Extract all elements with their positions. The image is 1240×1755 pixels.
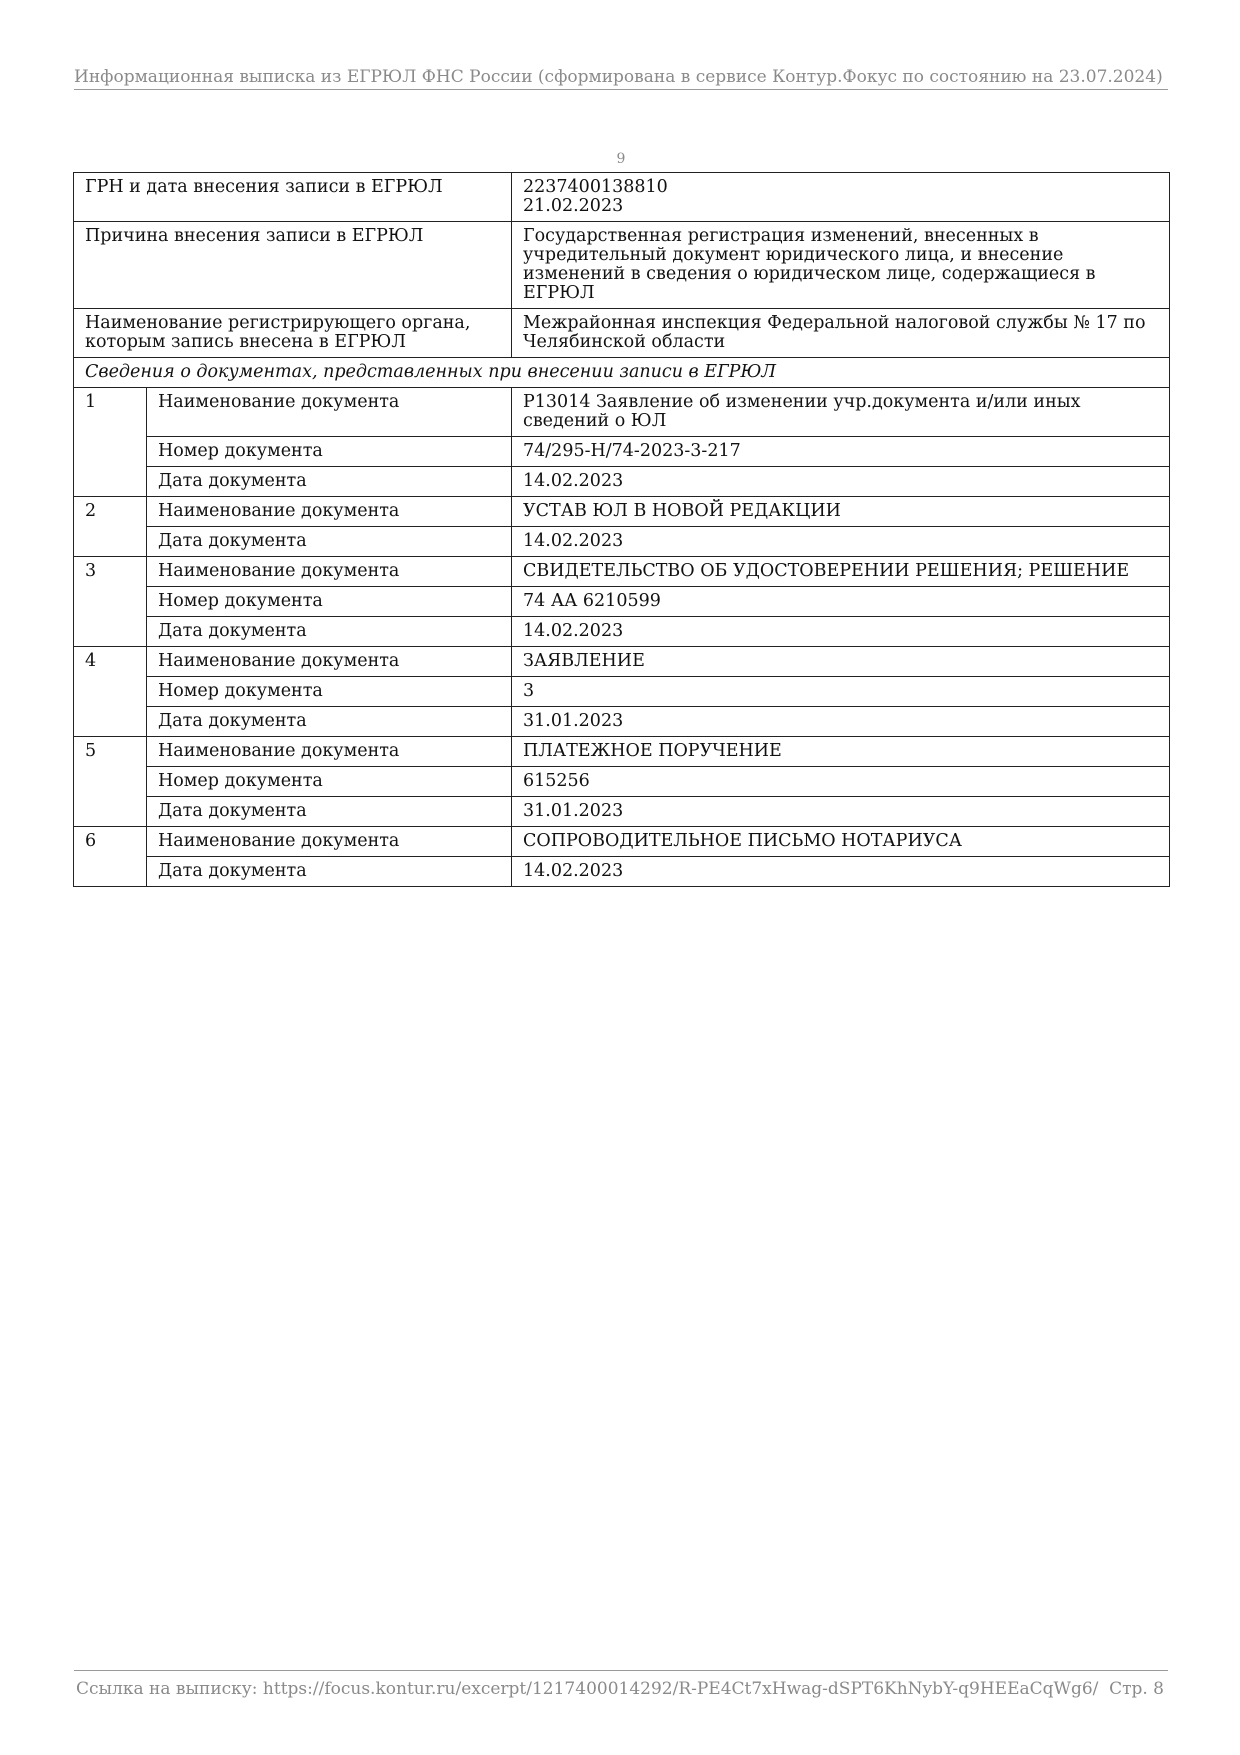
document-field-value: ЗАЯВЛЕНИЕ — [512, 647, 1170, 677]
excerpt-link[interactable]: Ссылка на выписку: https://focus.kontur.ru/excerpt/1217400014292/R-PE4Ct7xHwag-dSPT6KhNybY-q9HEEaCqWg6/ — [76, 1679, 1099, 1699]
document-field-label: Номер документа — [147, 587, 512, 617]
document-field-label: Номер документа — [147, 437, 512, 467]
grn-value: 2237400138810 — [523, 177, 668, 197]
grn-date: 21.02.2023 — [523, 196, 624, 216]
document-field-value: 14.02.2023 — [512, 527, 1170, 557]
page-header — [74, 66, 1168, 90]
document-number: 4 — [74, 647, 147, 737]
grn-row — [74, 173, 1170, 222]
document-row — [74, 587, 1170, 617]
document-field-value: ПЛАТЕЖНОЕ ПОРУЧЕНИЕ — [512, 737, 1170, 767]
reason-row — [74, 222, 1170, 309]
document-number: 5 — [74, 737, 147, 827]
document-row — [74, 857, 1170, 887]
document-number: 3 — [74, 557, 147, 647]
document-field-label: Наименование документа — [147, 737, 512, 767]
document-row — [74, 797, 1170, 827]
document-field-value: 74 АА 6210599 — [512, 587, 1170, 617]
document-field-label: Дата документа — [147, 857, 512, 887]
document-row — [74, 737, 1170, 767]
document-row — [74, 677, 1170, 707]
document-row — [74, 647, 1170, 677]
document-row — [74, 827, 1170, 857]
authority-label: Наименование регистрирующего органа, которым запись внесена в ЕГРЮЛ — [74, 309, 512, 358]
page-number: Стр. 8 — [1109, 1679, 1164, 1699]
document-field-label: Номер документа — [147, 767, 512, 797]
header-title: Информационная выписка из ЕГРЮЛ ФНС России (сформирована в сервисе Контур.Фокус по состоянию на 23.07.2024) — [74, 67, 1163, 87]
authority-value: Межрайонная инспекция Федеральной налоговой службы № 17 по Челябинской области — [512, 309, 1170, 358]
document-row — [74, 467, 1170, 497]
document-number: 1 — [74, 388, 147, 497]
document-field-value: Р13014 Заявление об изменении учр.документа и/или иных сведений о ЮЛ — [512, 388, 1170, 437]
docs-section-title: Сведения о документах, представленных при внесении записи в ЕГРЮЛ — [74, 358, 1170, 388]
document-row — [74, 437, 1170, 467]
document-field-label: Дата документа — [147, 527, 512, 557]
document-row — [74, 557, 1170, 587]
document-field-value: 615256 — [512, 767, 1170, 797]
document-row — [74, 617, 1170, 647]
document-row — [74, 767, 1170, 797]
document-field-label: Дата документа — [147, 617, 512, 647]
document-field-value: 14.02.2023 — [512, 857, 1170, 887]
document-field-label: Дата документа — [147, 797, 512, 827]
document-field-label: Наименование документа — [147, 557, 512, 587]
document-number: 2 — [74, 497, 147, 557]
document-row — [74, 707, 1170, 737]
document-field-label: Наименование документа — [147, 388, 512, 437]
grn-label: ГРН и дата внесения записи в ЕГРЮЛ — [74, 173, 512, 222]
document-field-value: 3 — [512, 677, 1170, 707]
document-row — [74, 497, 1170, 527]
document-field-value: СВИДЕТЕЛЬСТВО ОБ УДОСТОВЕРЕНИИ РЕШЕНИЯ; РЕШЕНИЕ — [512, 557, 1170, 587]
authority-row — [74, 309, 1170, 358]
document-field-label: Наименование документа — [147, 827, 512, 857]
document-number: 6 — [74, 827, 147, 887]
record-number: 9 — [616, 151, 626, 167]
document-field-value: 14.02.2023 — [512, 617, 1170, 647]
reason-label: Причина внесения записи в ЕГРЮЛ — [74, 222, 512, 309]
grn-value-cell — [512, 173, 1170, 222]
document-field-value: 31.01.2023 — [512, 707, 1170, 737]
document-field-label: Дата документа — [147, 467, 512, 497]
document-field-value: 31.01.2023 — [512, 797, 1170, 827]
document-row — [74, 527, 1170, 557]
document-field-label: Дата документа — [147, 707, 512, 737]
document-field-label: Наименование документа — [147, 497, 512, 527]
document-field-value: 74/295-Н/74-2023-3-217 — [512, 437, 1170, 467]
document-field-value: УСТАВ ЮЛ В НОВОЙ РЕДАКЦИИ — [512, 497, 1170, 527]
document-field-value: СОПРОВОДИТЕЛЬНОЕ ПИСЬМО НОТАРИУСА — [512, 827, 1170, 857]
document-field-label: Наименование документа — [147, 647, 512, 677]
page-footer — [74, 1670, 1168, 1699]
egrul-record-table — [73, 172, 1170, 887]
document-field-value: 14.02.2023 — [512, 467, 1170, 497]
reason-value: Государственная регистрация изменений, внесенных в учредительный документ юридического лица, и внесение изменений в сведения о юридическом лице, содержащиеся в ЕГРЮЛ — [512, 222, 1170, 309]
document-row — [74, 388, 1170, 437]
docs-section-row — [74, 358, 1170, 388]
document-field-label: Номер документа — [147, 677, 512, 707]
